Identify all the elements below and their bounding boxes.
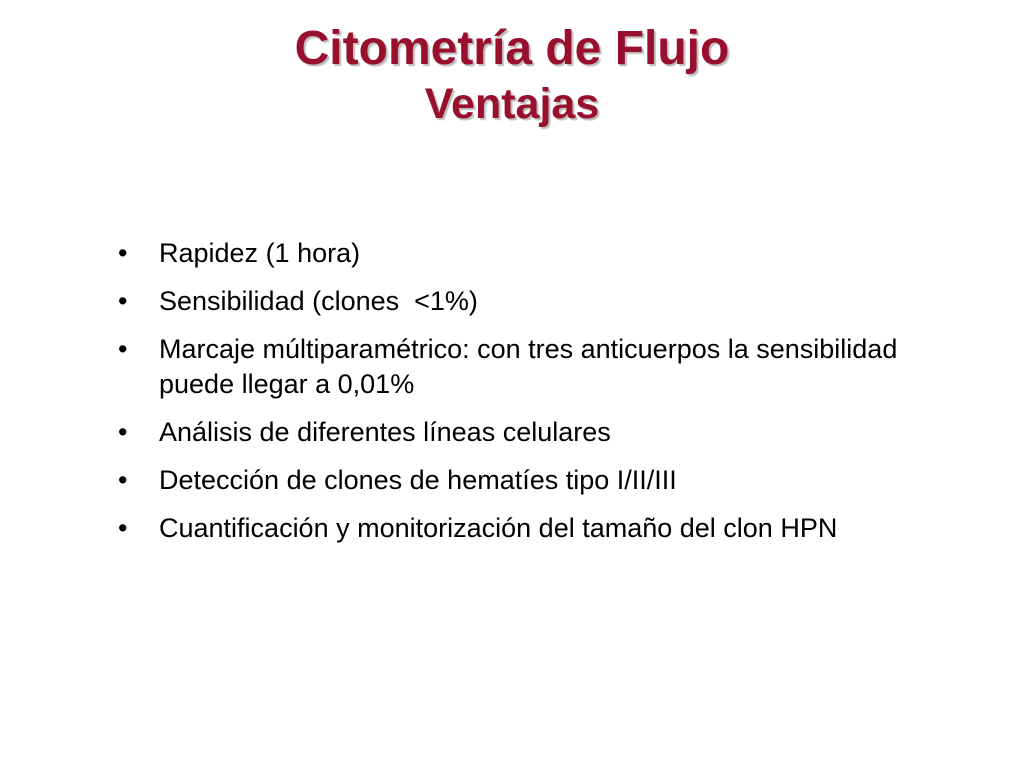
bullet-item <box>112 332 972 402</box>
bullet-icon: • <box>118 334 128 364</box>
bullet-icon: • <box>118 238 128 268</box>
slide-subtitle: Ventajas <box>424 80 600 128</box>
bullet-item <box>112 236 972 271</box>
bullet-text: Análisis de diferentes líneas celulares <box>159 417 611 447</box>
bullet-item <box>112 284 972 319</box>
slide-title: Citometría de Flujo <box>294 22 730 75</box>
bullet-text: Marcaje múltiparamétrico: con tres anticuerpos la sensibilidad puede llegar a 0,01% <box>159 334 898 399</box>
title-block <box>0 20 1024 130</box>
bullet-item <box>112 415 972 450</box>
bullet-text: Detección de clones de hematíes tipo I/II/III <box>159 465 677 495</box>
bullet-list <box>112 236 972 559</box>
bullet-text: Sensibilidad (clones <1%) <box>159 286 478 316</box>
bullet-icon: • <box>118 513 128 543</box>
bullet-icon: • <box>118 417 128 447</box>
bullet-item <box>112 511 972 546</box>
bullet-item <box>112 463 972 498</box>
bullet-icon: • <box>118 465 128 495</box>
bullet-icon: • <box>118 286 128 316</box>
bullet-text: Cuantificación y monitorización del tamaño del clon HPN <box>159 513 838 543</box>
bullet-text: Rapidez (1 hora) <box>159 238 361 268</box>
